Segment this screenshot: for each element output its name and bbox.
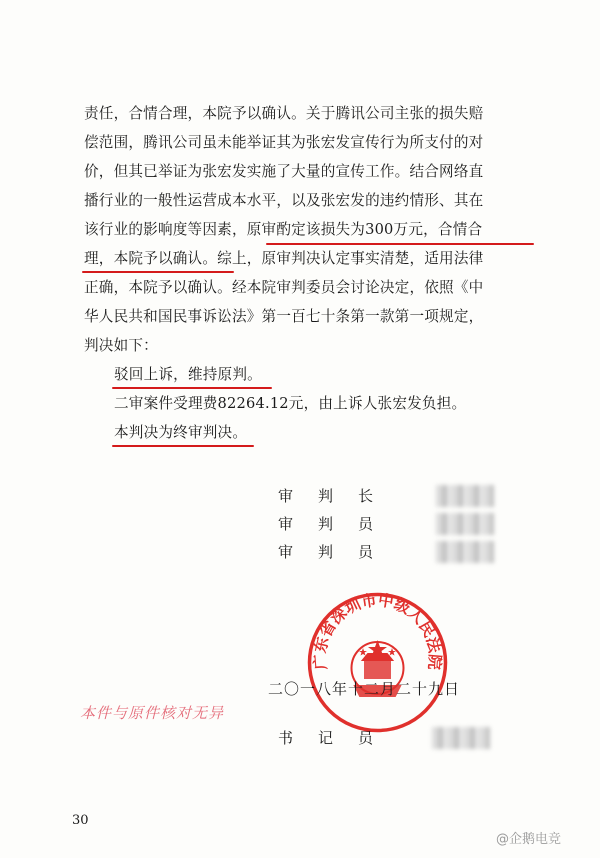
- sig-char: 书: [278, 729, 294, 747]
- body-line-2: 偿范围，腾讯公司虽未能举证其为张宏发宣传行为所支付的对: [84, 134, 484, 151]
- sig-char: 员: [358, 729, 374, 747]
- body-line-8: 华人民共和国民事诉讼法》第一百七十条第一款第一项规定，: [84, 308, 484, 325]
- body-line-3: 价，但其已举证为张宏发实施了大量的宣传工作。结合网络直: [84, 163, 484, 180]
- sig-char: 判: [318, 487, 334, 505]
- body-line-1: 责任，合情合理，本院予以确认。关于腾讯公司主张的损失赔: [84, 105, 484, 122]
- blurred-name: [436, 485, 494, 507]
- court-seal-icon: [305, 590, 450, 735]
- signature-clerk: [278, 728, 398, 748]
- seal-text: 广东省深圳市中级人民法院: [310, 590, 445, 671]
- body-line-5: 该行业的影响度等因素，原审酌定该损失为300万元，合情合: [84, 221, 483, 238]
- copy-verified-stamp: 本件与原件核对无异: [80, 704, 225, 722]
- highlight-underline-3: [112, 387, 272, 389]
- sig-char: 审: [278, 487, 294, 505]
- sig-char: 审: [278, 543, 294, 561]
- sig-char: 员: [358, 543, 374, 561]
- sig-char: 记: [318, 729, 334, 747]
- sig-char: 判: [318, 543, 334, 561]
- blurred-name: [436, 541, 494, 563]
- signature-chief-judge: [278, 486, 398, 506]
- highlight-underline-1: [266, 243, 534, 245]
- signature-judge-2: [278, 542, 398, 562]
- weibo-watermark: @企鹅电竞: [496, 832, 562, 847]
- sig-char: 审: [278, 515, 294, 533]
- blurred-name: [432, 727, 490, 749]
- highlight-underline-2: [82, 271, 234, 273]
- body-line-6: 理，本院予以确认。综上，原审判决认定事实清楚，适用法律: [84, 250, 484, 267]
- ruling-line-2: 二审案件受理费82264.12元，由上诉人张宏发负担。: [114, 395, 467, 412]
- ruling-line-3: 本判决为终审判决。: [114, 424, 248, 441]
- body-line-9: 判决如下：: [84, 337, 158, 354]
- judgment-date: 二〇一八年十二月二十九日: [268, 680, 461, 698]
- sig-char: 长: [358, 487, 374, 505]
- ruling-line-1: 驳回上诉，维持原判。: [114, 366, 262, 383]
- blurred-name: [436, 513, 494, 535]
- page-number: 30: [72, 813, 89, 828]
- body-line-4: 播行业的一般性运营成本水平，以及张宏发的违约情形、其在: [84, 192, 484, 209]
- body-line-7: 正确，本院予以确认。经本院审判委员会讨论决定，依照《中: [84, 279, 484, 296]
- sig-char: 员: [358, 515, 374, 533]
- signature-judge-1: [278, 514, 398, 534]
- sig-char: 判: [318, 515, 334, 533]
- highlight-underline-4: [112, 445, 254, 447]
